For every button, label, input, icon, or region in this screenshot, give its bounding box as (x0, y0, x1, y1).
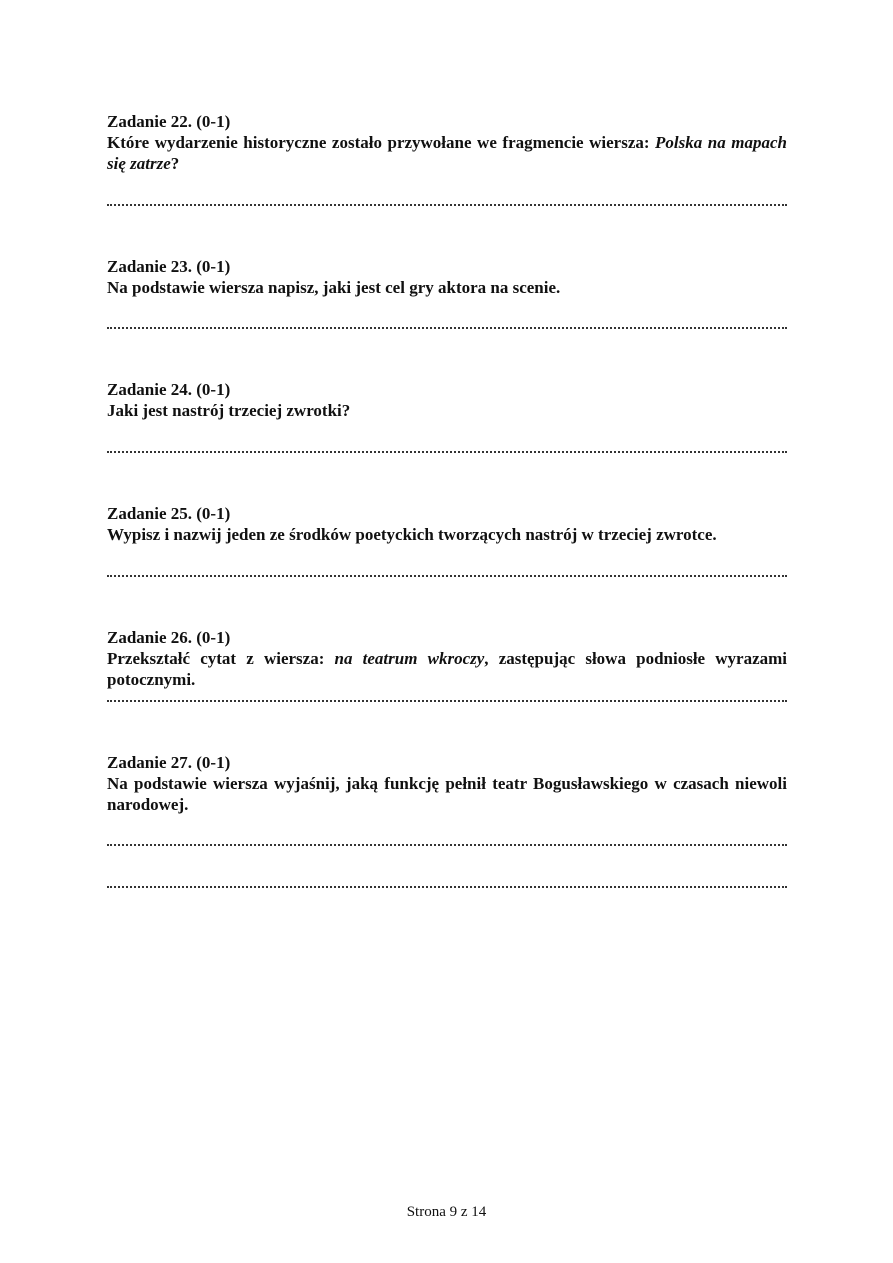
task-question (107, 277, 787, 298)
task-title: Zadanie 22. (0-1) (107, 112, 231, 131)
question-text: ? (170, 154, 180, 173)
answer-line[interactable] (107, 451, 787, 453)
question-text: Przekształć cytat z wiersza: (107, 649, 335, 668)
answer-line[interactable] (107, 844, 787, 846)
question-text: Wypisz i nazwij jeden ze środków poetyckich tworzących nastrój w trzeciej zwrotce. (107, 525, 717, 544)
answer-line[interactable] (107, 204, 787, 206)
task-title: Zadanie 23. (0-1) (107, 257, 231, 276)
task-question (107, 132, 787, 174)
task-23 (107, 256, 787, 298)
task-title: Zadanie 27. (0-1) (107, 753, 231, 772)
task-26 (107, 627, 787, 690)
task-title: Zadanie 26. (0-1) (107, 628, 231, 647)
task-25 (107, 503, 787, 545)
question-text: Które wydarzenie historyczne zostało przywołane we fragmencie wiersza: (107, 133, 656, 152)
question-quote: Polska na mapach się zatrze (107, 133, 787, 173)
question-text: , zastępując słowa podniosłe wyrazami potocznymi. (107, 649, 787, 689)
page-number: Strona 9 z 14 (406, 1204, 487, 1220)
task-question (107, 400, 787, 421)
task-27 (107, 752, 787, 815)
task-question (107, 524, 787, 545)
task-title: Zadanie 25. (0-1) (107, 504, 231, 523)
task-question (107, 648, 787, 690)
question-text: Na podstawie wiersza wyjaśnij, jaką funkcję pełnił teatr Bogusławskiego w czasach niewoli narodowej. (107, 774, 787, 814)
answer-line[interactable] (107, 886, 787, 888)
task-22 (107, 111, 787, 174)
task-24 (107, 379, 787, 421)
task-title: Zadanie 24. (0-1) (107, 380, 231, 399)
question-quote: na teatrum wkroczy (334, 649, 485, 668)
question-text: Na podstawie wiersza napisz, jaki jest cel gry aktora na scenie. (107, 278, 561, 297)
answer-line[interactable] (107, 575, 787, 577)
question-text: Jaki jest nastrój trzeciej zwrotki? (107, 401, 351, 420)
answer-line[interactable] (107, 700, 787, 702)
answer-line[interactable] (107, 327, 787, 329)
task-question (107, 773, 787, 815)
